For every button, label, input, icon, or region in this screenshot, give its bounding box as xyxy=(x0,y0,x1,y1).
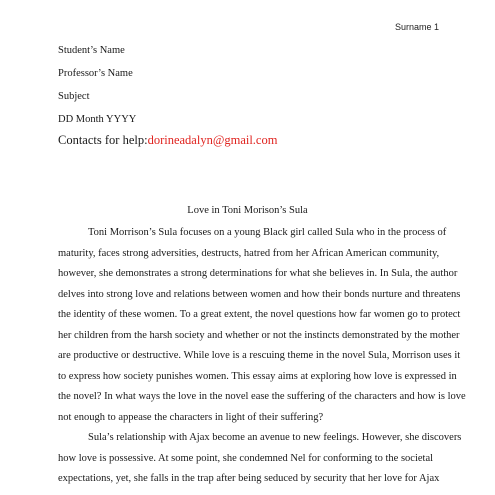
contact-email-link[interactable]: dorineadalyn@gmail.com xyxy=(147,133,278,147)
paragraph-line: how love is possessive. At some point, she condemned Nel for conforming to the societal xyxy=(58,452,434,464)
paragraph-line: however, she demonstrates a strong determinations for what she believes in. In Sula, the author xyxy=(58,268,458,279)
running-head: Surname 1 xyxy=(394,22,439,32)
paragraph-line: the novel? In what ways the love in the novel ease the suffering of the characters and how is love xyxy=(58,391,466,402)
paragraph-line: maturity, faces strong adversities, destructs, hatred from her African American community, xyxy=(58,247,440,259)
paragraph-line: not enough to appease the characters in light of their suffering? xyxy=(58,411,324,423)
paragraph-line: the identity of these women. To a great extent, the novel questions how far women go to protect xyxy=(58,309,461,320)
professor-name: Professor’s Name xyxy=(58,68,133,79)
contacts-line xyxy=(58,133,277,148)
student-name: Student’s Name xyxy=(58,45,125,56)
date: DD Month YYYY xyxy=(58,114,137,125)
essay-title: Love in Toni Morison’s Sula xyxy=(187,205,308,216)
paragraph-line: are productive or destructive. While love is a rescuing theme in the novel Sula, Morrison uses it xyxy=(58,350,461,361)
paragraph-line: her children from the harsh society and whether or not the instincts demonstrated by the mother xyxy=(58,329,460,341)
essay-body xyxy=(58,223,466,490)
subject: Subject xyxy=(58,91,90,102)
paragraph-line: Toni Morrison’s Sula focuses on a young Black girl called Sula who in the process of xyxy=(88,227,447,238)
paragraph-line: Sula’s relationship with Ajax become an avenue to new feelings. However, she discovers xyxy=(88,432,462,443)
paragraph-line: delves into strong love and relations between women and how their bonds nurture and threatens xyxy=(58,288,461,300)
paragraph-line: to express how society punishes women. This essay aims at exploring how love is expressed in xyxy=(58,370,457,382)
paragraph-line: expectations, yet, she falls in the trap after being seduced by security that her love for Ajax xyxy=(58,473,440,484)
contacts-label: Contacts for help: xyxy=(58,133,148,147)
